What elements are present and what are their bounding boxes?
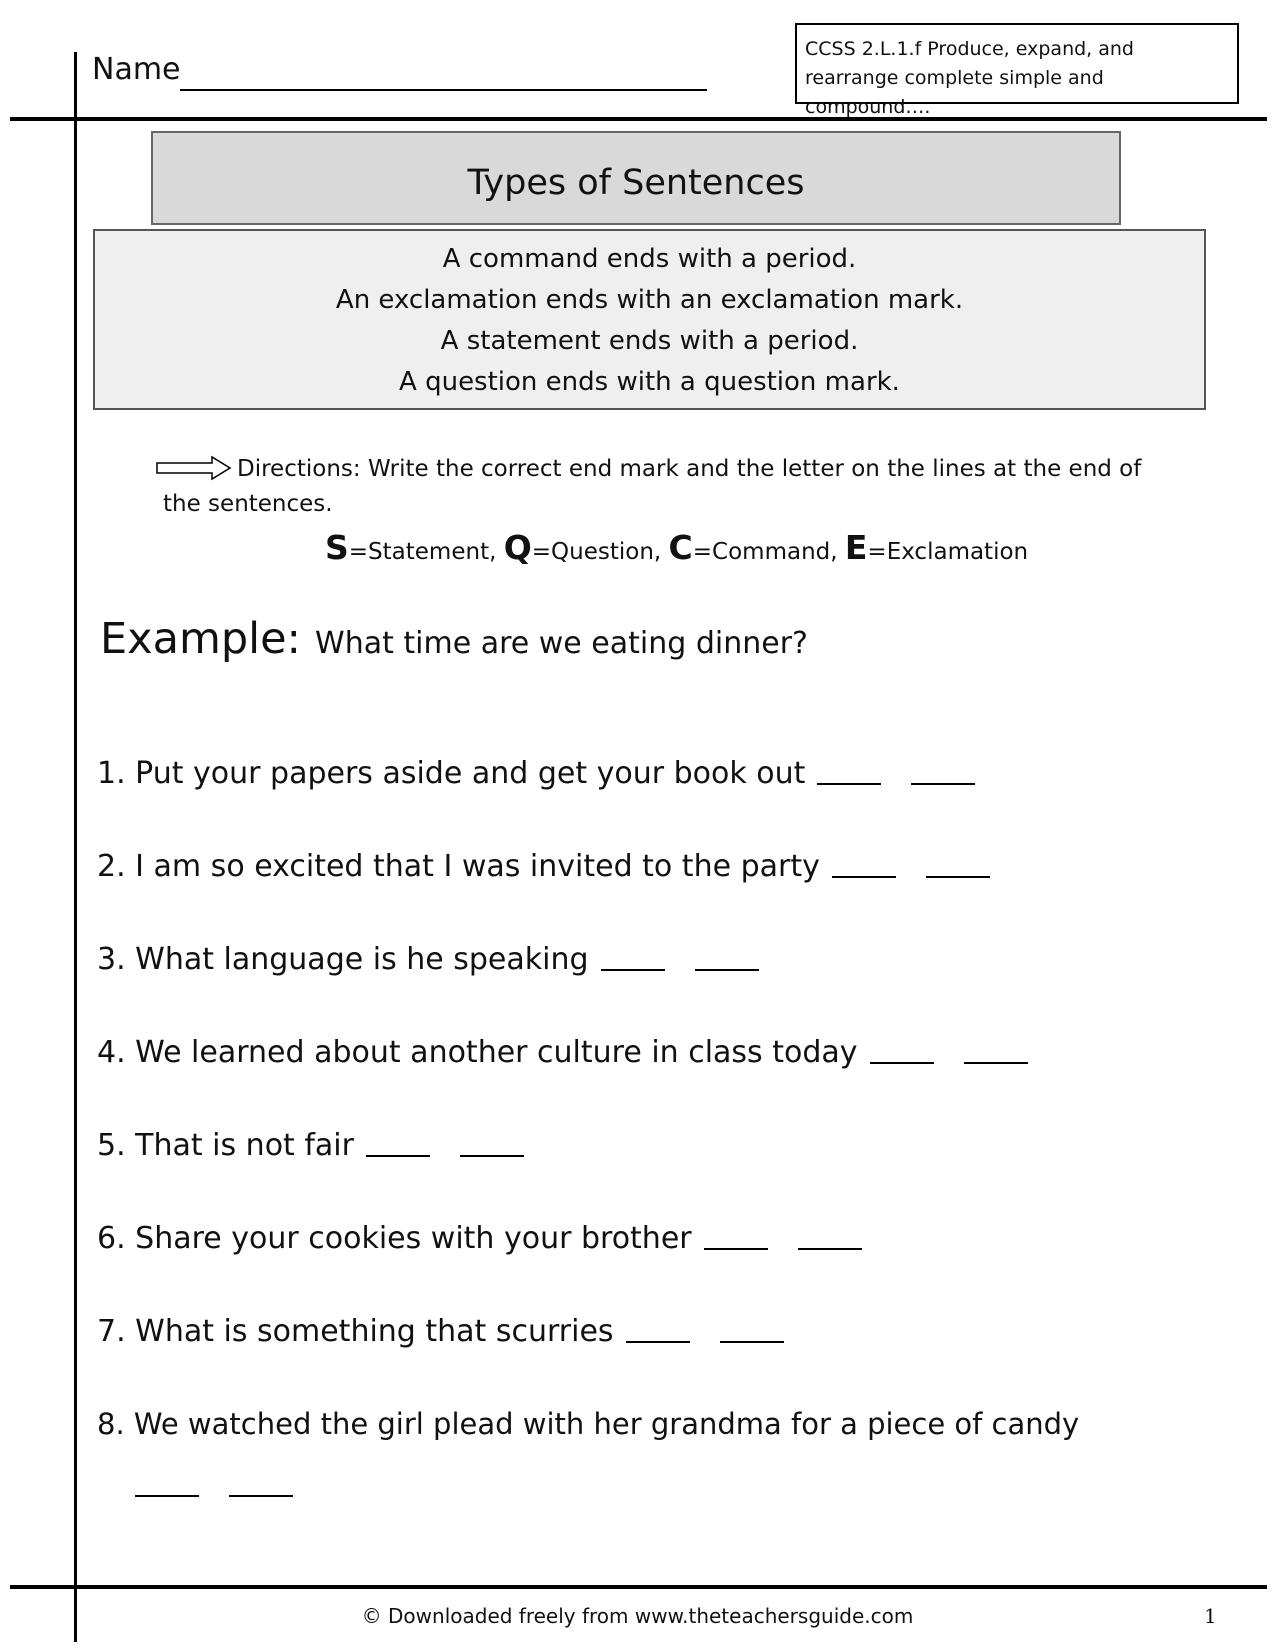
question-text: 7. What is something that scurries [97, 1314, 614, 1349]
name-field-line[interactable] [180, 89, 707, 91]
letter-blank[interactable] [964, 1062, 1028, 1064]
question-text: 8. We watched the girl plead with her grandma for a piece of candy [97, 1407, 1080, 1441]
letter-blank[interactable] [695, 969, 759, 971]
example-text: What time are we eating dinner? [315, 626, 808, 661]
legend-e-letter: E [844, 528, 868, 567]
question-item [97, 1221, 862, 1256]
end-mark-blank[interactable] [870, 1062, 934, 1064]
name-label: Name [92, 52, 181, 87]
page-title: Types of Sentences [467, 163, 805, 203]
question-item [97, 1314, 784, 1349]
rule-line: A question ends with a question mark. [399, 367, 900, 397]
question-item [97, 942, 759, 977]
legend-q-letter: Q [503, 528, 532, 567]
legend-c-letter: C [668, 528, 693, 567]
rule-line: A statement ends with a period. [440, 326, 859, 356]
end-mark-blank[interactable] [832, 876, 896, 878]
legend-s-letter: S [325, 528, 349, 567]
question-text: 2. I am so excited that I was invited to the party [97, 849, 820, 884]
title-box [151, 131, 1121, 225]
legend-q-text: =Question, [531, 539, 669, 565]
letter-blank[interactable] [926, 876, 990, 878]
directions-content: Directions: Write the correct end mark and the letter on the lines at the end of the sentences. [163, 456, 1142, 517]
question-text: 6. Share your cookies with your brother [97, 1221, 692, 1256]
margin-line [74, 52, 77, 1642]
question-text: 3. What language is he speaking [97, 942, 589, 977]
example-label: Example: [100, 614, 302, 664]
question-item [97, 1128, 524, 1163]
rule-line: An exclamation ends with an exclamation mark. [335, 285, 964, 315]
legend-s-text: =Statement, [348, 539, 504, 565]
letter-blank[interactable] [720, 1341, 784, 1343]
example [100, 614, 808, 664]
end-mark-blank[interactable] [135, 1495, 199, 1497]
end-mark-blank[interactable] [817, 783, 881, 785]
footer-credit: © Downloaded freely from www.theteachersguide.com [361, 1604, 914, 1628]
letter-blank[interactable] [798, 1248, 862, 1250]
legend-e-text: =Exclamation [867, 539, 1029, 565]
question-item [97, 756, 975, 791]
legend [325, 528, 1028, 567]
letter-blank[interactable] [229, 1495, 293, 1497]
question-text: 5. That is not fair [97, 1128, 354, 1163]
question-item [97, 1035, 1028, 1070]
end-mark-blank[interactable] [366, 1155, 430, 1157]
end-mark-blank[interactable] [626, 1341, 690, 1343]
standard-box [795, 23, 1239, 118]
question-text: 1. Put your papers aside and get your book out [97, 756, 806, 791]
standard-line-1: CCSS 2.L.1.f Produce, expand, and [805, 38, 1134, 60]
rules-box [93, 229, 1206, 410]
legend-c-text: =Command, [692, 539, 845, 565]
end-mark-blank[interactable] [704, 1248, 768, 1250]
letter-blank[interactable] [911, 783, 975, 785]
footer-divider [10, 1585, 1267, 1589]
letter-blank[interactable] [460, 1155, 524, 1157]
standard-line-2: rearrange complete simple and compound…. [805, 67, 1104, 118]
question-item-blanks [135, 1468, 293, 1503]
page-number: 1 [1204, 1604, 1217, 1628]
question-item [97, 849, 990, 884]
question-text: 4. We learned about another culture in class today [97, 1035, 858, 1070]
directions-text [163, 452, 1173, 522]
end-mark-blank[interactable] [601, 969, 665, 971]
rule-line: A command ends with a period. [442, 244, 857, 274]
question-item [97, 1407, 1079, 1441]
